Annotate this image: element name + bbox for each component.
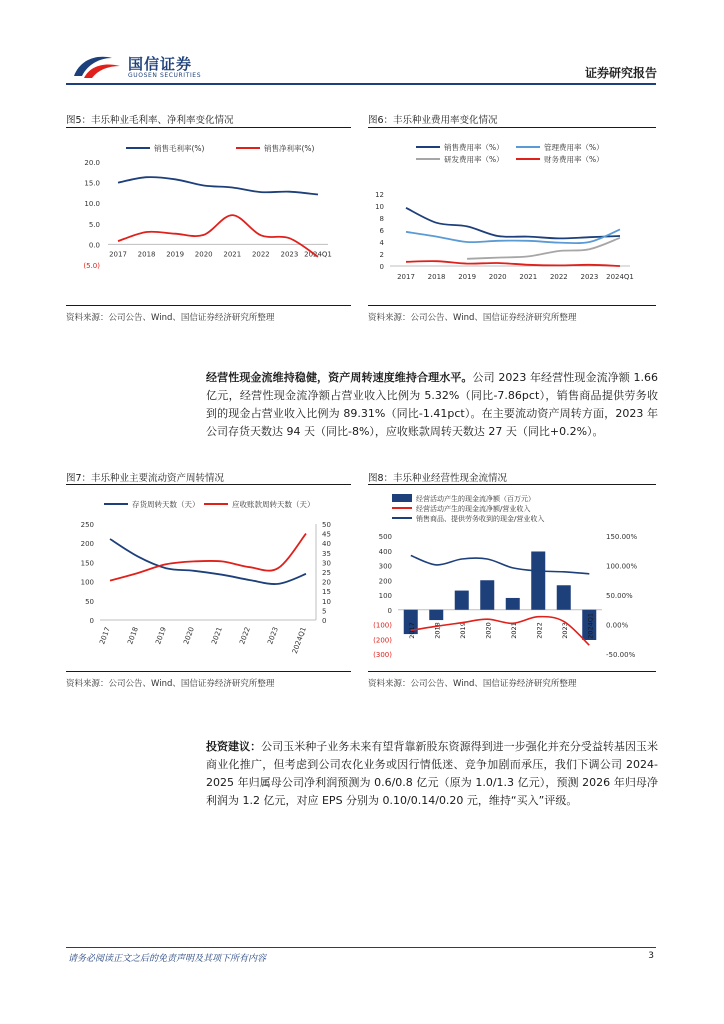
fig7-legend-label-2: 应收账款周转天数（天） <box>232 500 315 509</box>
fig5-legend-label-1: 销售毛利率(%) <box>154 144 205 153</box>
fig7-xtick-label: 2020 <box>182 625 196 646</box>
fig5-xtick-label: 2017 <box>109 250 127 259</box>
fig7-source: 资料来源：公司公告、Wind、国信证券经济研究所整理 <box>66 679 275 689</box>
fig8-chart <box>368 488 656 668</box>
advice-paragraph <box>206 738 658 810</box>
fig8-line-series-3 <box>411 556 590 574</box>
fig7-ytick-right-label: 5 <box>322 607 327 616</box>
cashflow-body: 公司 2023 年经营性现金流净额 1.66 亿元，经营性现金流净额占营业收入比例为 5.32%（同比-7.86pct），销售商品提供劳务收到的现金占营业收入比例为 89.31%（同比-1.41pct）。在主要流动资产周转方面，2023 年公司存货天数达 94 天（同比-8%），应收账款周转天数达 27 天（同比+0.2%）。 <box>206 371 659 438</box>
fig7-xtick-label: 2024Q1 <box>290 625 308 655</box>
fig5-legend-label-2: 销售净利率(%) <box>264 144 315 153</box>
fig7-xtick-label: 2022 <box>238 625 252 646</box>
fig8-ytick-right-label: 0.00% <box>606 621 629 630</box>
fig5-ytick-label: 20.0 <box>84 159 100 167</box>
fig5-xtick-label: 2024Q1 <box>304 250 332 259</box>
fig6-xtick-label: 2019 <box>458 273 477 281</box>
fig8-legend-label-3: 销售商品、提供劳务收到的现金/营业收入 <box>416 515 545 523</box>
fig6-xtick-label: 2017 <box>397 273 415 281</box>
fig7-ytick-left-label: 100 <box>80 578 94 587</box>
advice-body: 公司玉米种子业务未来有望背靠新股东资源得到进一步强化并充分受益转基因玉米商业化推广，但考虑到公司农化业务或因行情低迷、竞争加剧而承压，我们下调公司 2024-2025 年归属母公司净利润预测为 0.6/0.8 亿元（原为 1.0/1.3 亿元），预测 2026 年归母净利润为 1.2 亿元，对应 EPS 分别为 0.10/0.14/0.20 元，维持“买入”评级。 <box>206 740 658 807</box>
fig7-ytick-right-label: 15 <box>322 588 331 597</box>
fig7-ytick-right-label: 40 <box>322 540 331 549</box>
fig7-ytick-left-label: 0 <box>89 617 94 625</box>
logo-mark-icon <box>70 52 124 82</box>
fig8-xtick-label: 2024Q1 <box>586 612 595 639</box>
fig8-ytick-left-label: 100 <box>378 592 392 600</box>
fig7-ytick-right-label: 25 <box>322 569 331 577</box>
fig6-xtick-label: 2024Q1 <box>606 273 634 281</box>
fig7-top-rule <box>66 484 351 485</box>
fig8-xtick-label: 2021 <box>509 622 518 639</box>
footer-divider <box>66 947 656 948</box>
fig7-bottom-rule <box>66 671 351 672</box>
fig6-legend-label-3: 研发费用率（%） <box>444 155 504 164</box>
fig8-bar <box>531 551 545 609</box>
header-divider <box>66 83 656 85</box>
fig7-ytick-left-label: 200 <box>80 540 94 549</box>
fig6-legend-label-4: 财务费用率（%） <box>544 155 604 164</box>
fig8-ytick-left-label: (300) <box>373 651 392 659</box>
fig8-ytick-left-label: (100) <box>373 621 392 630</box>
fig7-ytick-right-label: 0 <box>322 617 327 625</box>
fig6-ytick-label: 6 <box>379 227 384 235</box>
fig5-xtick-label: 2021 <box>223 250 242 259</box>
fig8-xtick-label: 2018 <box>433 622 442 639</box>
fig6-line-series-4 <box>406 261 620 266</box>
fig8-bottom-rule <box>368 671 656 672</box>
footer-disclaimer: 请务必阅读正文之后的免责声明及其项下所有内容 <box>68 954 267 964</box>
fig5-title: 图5：丰乐种业毛利率、净利率变化情况 <box>66 115 234 126</box>
fig8-top-rule <box>368 484 656 485</box>
fig6-ytick-label: 10 <box>375 203 384 211</box>
fig5-xtick-label: 2023 <box>280 250 299 259</box>
logo-en-text: GUOSEN SECURITIES <box>128 72 202 79</box>
fig7-legend-label-1: 存货周转天数（天） <box>132 500 200 509</box>
fig6-line-series-1 <box>406 208 620 239</box>
fig5-ytick-label: (5.0) <box>83 262 100 270</box>
fig8-ytick-left-label: (200) <box>373 636 392 645</box>
fig5-chart <box>66 132 351 302</box>
fig8-ytick-left-label: 400 <box>378 547 392 556</box>
fig5-ytick-label: 15.0 <box>84 179 100 188</box>
fig7-xtick-label: 2023 <box>266 625 280 646</box>
fig7-ytick-left-label: 50 <box>85 597 94 606</box>
fig6-legend-label-2: 管理费用率（%） <box>544 143 604 152</box>
fig6-xtick-label: 2018 <box>427 273 446 281</box>
fig5-xtick-label: 2018 <box>137 250 156 259</box>
fig8-title: 图8：丰乐种业经营性现金流情况 <box>368 473 508 484</box>
fig5-xtick-label: 2019 <box>166 250 185 259</box>
fig7-ytick-right-label: 10 <box>322 597 331 606</box>
fig6-title: 图6：丰乐种业费用率变化情况 <box>368 115 498 126</box>
cashflow-lead: 经营性现金流维持稳健，资产周转速度维持合理水平。 <box>206 371 473 384</box>
fig7-ytick-left-label: 150 <box>80 559 94 568</box>
logo-cn-text: 国信证券 <box>128 55 193 73</box>
fig7-ytick-right-label: 30 <box>322 559 331 568</box>
fig6-xtick-label: 2021 <box>519 273 538 281</box>
fig8-ytick-right-label: 150.00% <box>606 533 638 541</box>
fig8-bar <box>557 585 571 609</box>
fig7-title: 图7：丰乐种业主要流动资产周转情况 <box>66 473 225 484</box>
fig8-ytick-left-label: 500 <box>378 533 392 541</box>
fig5-xtick-label: 2022 <box>251 250 270 259</box>
fig7-ytick-left-label: 250 <box>80 521 94 529</box>
fig6-source: 资料来源：公司公告、Wind、国信证券经济研究所整理 <box>368 313 577 323</box>
fig8-bar <box>455 591 469 610</box>
fig5-top-rule <box>66 127 351 128</box>
fig7-xtick-label: 2019 <box>154 625 168 646</box>
fig8-xtick-label: 2023 <box>560 622 569 639</box>
fig6-xtick-label: 2022 <box>549 273 568 281</box>
fig8-legend-label-1: 经营活动产生的现金流净额（百万元） <box>416 495 535 503</box>
fig6-ytick-label: 2 <box>379 251 384 259</box>
fig8-bar <box>429 610 443 620</box>
fig6-top-rule <box>368 127 656 128</box>
report-type: 证券研究报告 <box>584 66 657 80</box>
fig6-xtick-label: 2023 <box>580 273 599 281</box>
fig5-ytick-label: 10.0 <box>84 200 100 209</box>
fig6-xtick-label: 2020 <box>488 273 507 281</box>
fig8-ytick-right-label: -50.00% <box>606 651 636 659</box>
fig8-xtick-label: 2020 <box>484 622 493 639</box>
fig5-source: 资料来源：公司公告、Wind、国信证券经济研究所整理 <box>66 313 275 323</box>
fig8-ytick-left-label: 300 <box>378 562 392 571</box>
guosen-logo <box>70 48 200 84</box>
fig5-bottom-rule <box>66 305 351 306</box>
fig5-ytick-label: 5.0 <box>88 220 100 229</box>
fig6-bottom-rule <box>368 305 656 306</box>
fig7-ytick-right-label: 20 <box>322 578 331 587</box>
fig6-chart <box>368 132 656 302</box>
fig7-xtick-label: 2021 <box>210 625 224 646</box>
fig8-ytick-right-label: 100.00% <box>606 562 638 571</box>
cashflow-paragraph <box>206 369 658 441</box>
fig8-bar <box>480 580 494 610</box>
fig5-line-series-1 <box>118 177 318 194</box>
fig8-legend-swatch-1 <box>392 494 412 502</box>
fig6-ytick-label: 0 <box>379 263 384 271</box>
fig7-ytick-right-label: 50 <box>322 521 331 529</box>
fig7-chart <box>66 488 351 668</box>
fig5-xtick-label: 2020 <box>194 250 213 259</box>
fig6-legend-label-1: 销售费用率（%） <box>444 143 504 152</box>
fig6-ytick-label: 4 <box>379 239 384 247</box>
fig8-source: 资料来源：公司公告、Wind、国信证券经济研究所整理 <box>368 679 577 689</box>
fig5-ytick-label: 0.0 <box>88 241 100 250</box>
fig7-xtick-label: 2017 <box>98 625 112 646</box>
fig8-bar <box>506 598 520 610</box>
fig8-legend-label-2: 经营活动产生的现金流净额/营业收入 <box>416 505 531 513</box>
fig8-ytick-right-label: 50.00% <box>606 592 633 600</box>
page-number: 3 <box>648 951 654 961</box>
fig8-ytick-left-label: 200 <box>378 577 392 586</box>
fig7-ytick-right-label: 35 <box>322 549 331 558</box>
fig8-ytick-left-label: 0 <box>387 606 392 615</box>
fig8-xtick-label: 2017 <box>407 622 416 639</box>
fig8-xtick-label: 2022 <box>535 622 544 639</box>
fig6-ytick-label: 8 <box>379 215 384 223</box>
fig6-ytick-label: 12 <box>375 191 384 199</box>
fig7-xtick-label: 2018 <box>126 625 140 646</box>
fig8-xtick-label: 2019 <box>458 622 467 639</box>
fig7-ytick-right-label: 45 <box>322 530 331 539</box>
advice-lead: 投资建议： <box>206 740 262 753</box>
